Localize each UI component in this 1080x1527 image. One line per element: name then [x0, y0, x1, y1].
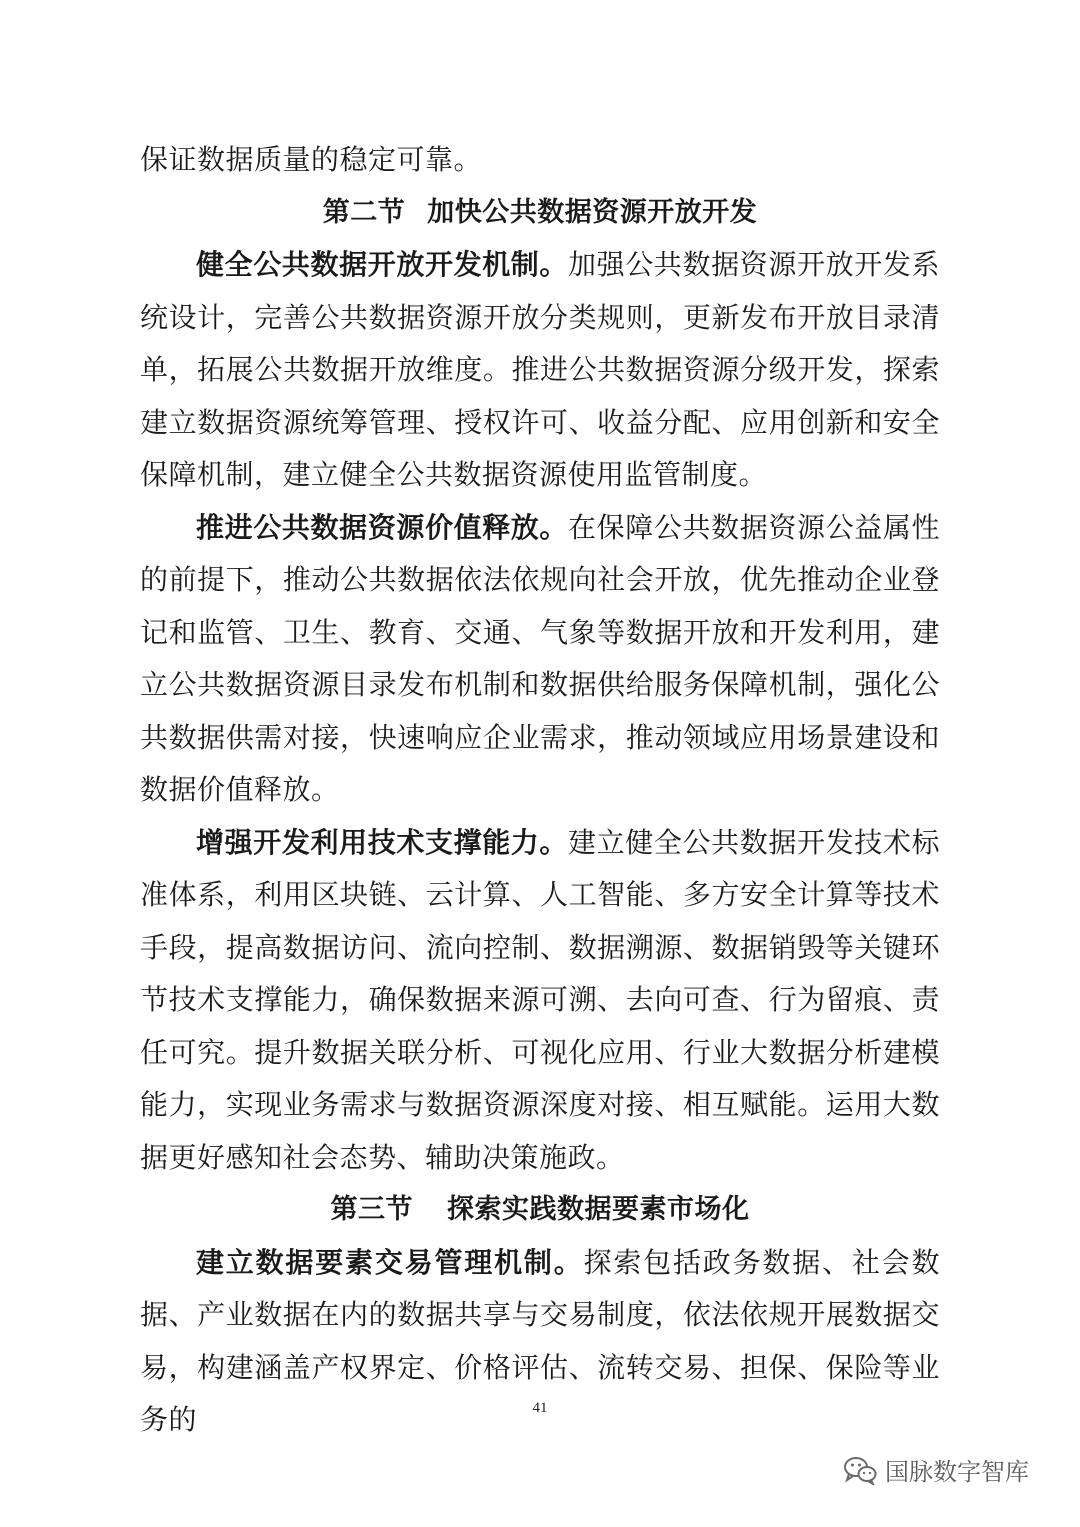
watermark-text: 国脉数字智库 [885, 1458, 1029, 1486]
paragraph-lead: 建立数据要素交易管理机制。 [196, 1245, 584, 1279]
wechat-icon [843, 1455, 877, 1485]
paragraph-continuation: 保证数据质量的稳定可靠。 [140, 143, 483, 176]
paragraph-body: 探索包括政务数据、社会数据、产业数据在内的数据共享与交易制度，依法依规开展数据交易，构建涵盖产权界定、价格评估、流转交易、担保、保险等业务的 [140, 1245, 940, 1436]
paragraph-lead: 增强开发利用技术支撑能力。 [196, 825, 569, 859]
paragraph-value-release [140, 502, 940, 817]
paragraph-lead: 健全公共数据开放开发机制。 [196, 248, 569, 281]
section-number: 第二节 [322, 196, 406, 228]
section-title: 探索实践数据要素市场化 [447, 1194, 750, 1225]
paragraph-body: 在保障公共数据资源公益属性的前提下，推动公共数据依法依规向社会开放，优先推动企业登记和监管、卫生、教育、交通、气象等数据开放和开发利用，建立公共数据资源目录发布机制和数据供给服务保障机制，强化公共数据供需对接，快速响应企业需求，推动领域应用场景建设和数据价值释放。 [140, 510, 940, 806]
paragraph-body: 加强公共数据资源开放开发系统设计，完善公共数据资源开放分类规则，更新发布开放目录清单，拓展公共数据开放维度。推进公共数据资源分级开发，探索建立数据资源统筹管理、授权许可、收益分配、应用创新和安全保障机制，建立健全公共数据资源使用监管制度。 [140, 248, 940, 491]
paragraph-body: 建立健全公共数据开发技术标准体系，利用区块链、云计算、人工智能、多方安全计算等技术手段，提高数据访问、流向控制、数据溯源、数据销毁等关键环节技术支撑能力，确保数据来源可溯、去向可查、行为留痕、责任可究。提升数据关联分析、可视化应用、行业大数据分析建模能力，实现业务需求与数据资源深度对接、相互赋能。运用大数据更好感知社会态势、辅助决策施政。 [140, 825, 940, 1174]
document-body [140, 134, 940, 1447]
section-heading-3 [140, 1184, 940, 1237]
watermark [843, 1452, 1029, 1487]
section-heading-2 [140, 187, 940, 240]
section-number: 第三节 [330, 1194, 413, 1225]
page-number: 41 [532, 1400, 548, 1416]
paragraph-open-mechanism [140, 239, 940, 502]
paragraph-tech-support [140, 817, 940, 1185]
section-title: 加快公共数据资源开放开发 [427, 196, 758, 228]
paragraph-lead: 推进公共数据资源价值释放。 [196, 510, 569, 544]
